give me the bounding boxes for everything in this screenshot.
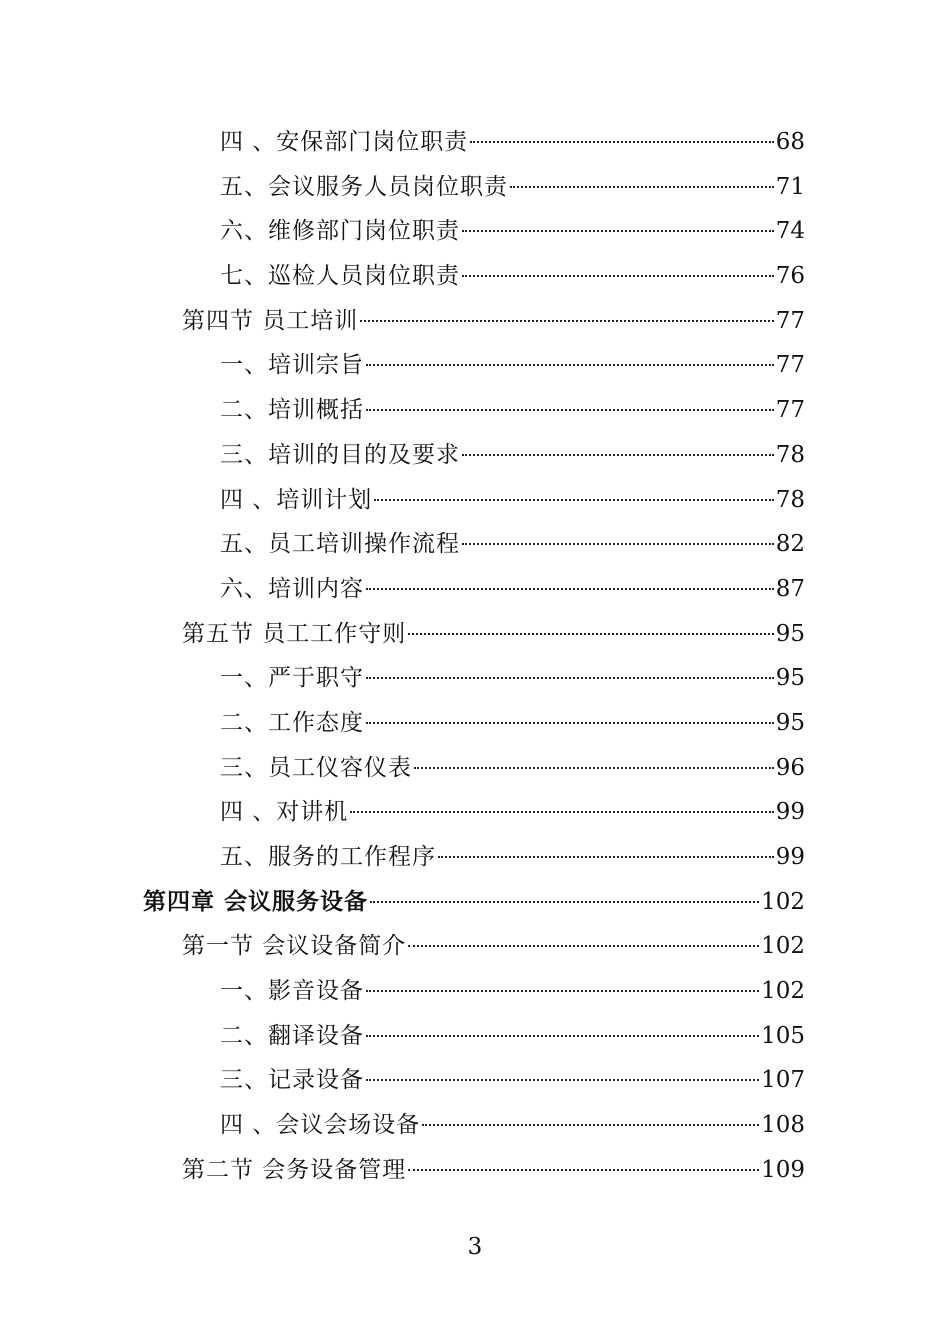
toc-entry-title: 六、培训内容 xyxy=(220,575,364,602)
toc-item-entry[interactable] xyxy=(0,209,950,254)
toc-leader-dots xyxy=(462,230,774,232)
toc-leader-dots xyxy=(374,499,773,501)
toc-entry-title: 三、员工仪容仪表 xyxy=(220,754,412,781)
toc-entry-title: 四 、对讲机 xyxy=(220,799,349,826)
toc-chapter-entry[interactable] xyxy=(0,880,950,925)
toc-section-entry[interactable] xyxy=(0,1148,950,1193)
toc-entry-title: 第四章 会议服务设备 xyxy=(143,887,369,915)
toc-item-entry[interactable] xyxy=(0,254,950,299)
toc-leader-dots xyxy=(408,1169,759,1171)
toc-entry-title: 七、巡检人员岗位职责 xyxy=(220,263,460,290)
toc-leader-dots xyxy=(462,275,774,277)
toc-item-entry[interactable] xyxy=(0,120,950,165)
toc-leader-dots xyxy=(470,141,773,143)
toc-entry-page: 77 xyxy=(775,352,805,379)
toc-entry-title: 二、培训概括 xyxy=(220,397,364,424)
toc-entry-title: 第一节 会议设备简介 xyxy=(182,933,407,960)
toc-item-entry[interactable] xyxy=(0,343,950,388)
toc-entry-title: 四 、会议会场设备 xyxy=(220,1112,421,1139)
toc-item-entry[interactable] xyxy=(0,835,950,880)
toc-entry-page: 74 xyxy=(775,218,805,245)
toc-entry-title: 第二节 会务设备管理 xyxy=(182,1156,407,1183)
toc-entry-page: 95 xyxy=(775,620,805,647)
toc-entry-title: 三、记录设备 xyxy=(220,1067,364,1094)
toc-entry-page: 68 xyxy=(775,129,805,155)
toc-item-entry[interactable] xyxy=(0,746,950,791)
toc-leader-dots xyxy=(366,1035,759,1037)
toc-entry-title: 二、翻译设备 xyxy=(220,1022,364,1049)
toc-entry-page: 99 xyxy=(775,799,805,826)
toc-section-entry[interactable] xyxy=(0,924,950,969)
toc-entry-title: 一、严于职守 xyxy=(220,665,364,692)
toc-entry-page: 105 xyxy=(761,1022,805,1049)
toc-entry-page: 102 xyxy=(761,888,805,915)
toc-item-entry[interactable] xyxy=(0,1014,950,1059)
toc-section-entry[interactable] xyxy=(0,612,950,657)
toc-entry-page: 108 xyxy=(761,1112,805,1139)
toc-leader-dots xyxy=(366,588,774,590)
toc-leader-dots xyxy=(366,1079,759,1081)
toc-entry-title: 四 、培训计划 xyxy=(220,486,373,513)
toc-leader-dots xyxy=(422,1124,759,1126)
toc-entry-page: 78 xyxy=(775,441,805,468)
toc-item-entry[interactable] xyxy=(0,433,950,478)
toc-entry-title: 三、培训的目的及要求 xyxy=(220,441,460,468)
toc-item-entry[interactable] xyxy=(0,388,950,433)
toc-item-entry[interactable] xyxy=(0,567,950,612)
page-number: 3 xyxy=(467,1234,483,1260)
toc-leader-dots xyxy=(366,409,774,411)
toc-section-entry[interactable] xyxy=(0,299,950,344)
toc-entry-title: 第五节 员工工作守则 xyxy=(182,620,407,647)
toc-entry-page: 95 xyxy=(775,709,805,736)
toc-entry-title: 六、维修部门岗位职责 xyxy=(220,218,460,245)
toc-entry-page: 102 xyxy=(761,933,805,960)
toc-entry-page: 95 xyxy=(775,665,805,692)
toc-leader-dots xyxy=(438,856,774,858)
toc-leader-dots xyxy=(462,543,774,545)
toc-item-entry[interactable] xyxy=(0,969,950,1014)
toc-item-entry[interactable] xyxy=(0,656,950,701)
toc-entry-page: 107 xyxy=(761,1067,805,1094)
toc-leader-dots xyxy=(350,811,773,813)
table-of-contents xyxy=(0,120,950,1193)
toc-entry-page: 78 xyxy=(775,486,805,513)
toc-entry-page: 87 xyxy=(775,575,805,602)
toc-entry-page: 109 xyxy=(761,1156,805,1183)
toc-leader-dots xyxy=(510,186,774,188)
toc-entry-page: 71 xyxy=(775,173,805,200)
toc-entry-page: 96 xyxy=(775,754,805,781)
toc-item-entry[interactable] xyxy=(0,701,950,746)
toc-item-entry[interactable] xyxy=(0,522,950,567)
toc-leader-dots xyxy=(370,901,759,903)
toc-entry-title: 五、服务的工作程序 xyxy=(220,844,436,870)
toc-leader-dots xyxy=(462,454,774,456)
toc-leader-dots xyxy=(366,990,759,992)
toc-entry-title: 五、会议服务人员岗位职责 xyxy=(220,173,508,200)
toc-leader-dots xyxy=(360,320,773,322)
toc-entry-page: 76 xyxy=(775,263,805,290)
toc-entry-page: 77 xyxy=(775,307,805,334)
toc-entry-title: 四 、安保部门岗位职责 xyxy=(220,129,469,155)
toc-entry-title: 第四节 员工培训 xyxy=(182,307,359,334)
toc-entry-title: 一、影音设备 xyxy=(220,978,364,1005)
toc-entry-page: 102 xyxy=(761,978,805,1005)
toc-entry-page: 82 xyxy=(775,531,805,558)
toc-leader-dots xyxy=(366,364,774,366)
toc-item-entry[interactable] xyxy=(0,1058,950,1103)
toc-entry-title: 二、工作态度 xyxy=(220,709,364,736)
toc-leader-dots xyxy=(366,677,774,679)
toc-entry-title: 一、培训宗旨 xyxy=(220,352,364,379)
toc-entry-title: 五、员工培训操作流程 xyxy=(220,531,460,558)
toc-leader-dots xyxy=(366,722,774,724)
toc-item-entry[interactable] xyxy=(0,478,950,523)
toc-leader-dots xyxy=(408,945,759,947)
toc-leader-dots xyxy=(414,767,774,769)
toc-entry-page: 99 xyxy=(775,844,805,870)
toc-item-entry[interactable] xyxy=(0,1103,950,1148)
toc-entry-page: 77 xyxy=(775,397,805,424)
toc-item-entry[interactable] xyxy=(0,165,950,210)
toc-leader-dots xyxy=(408,633,773,635)
toc-item-entry[interactable] xyxy=(0,790,950,835)
